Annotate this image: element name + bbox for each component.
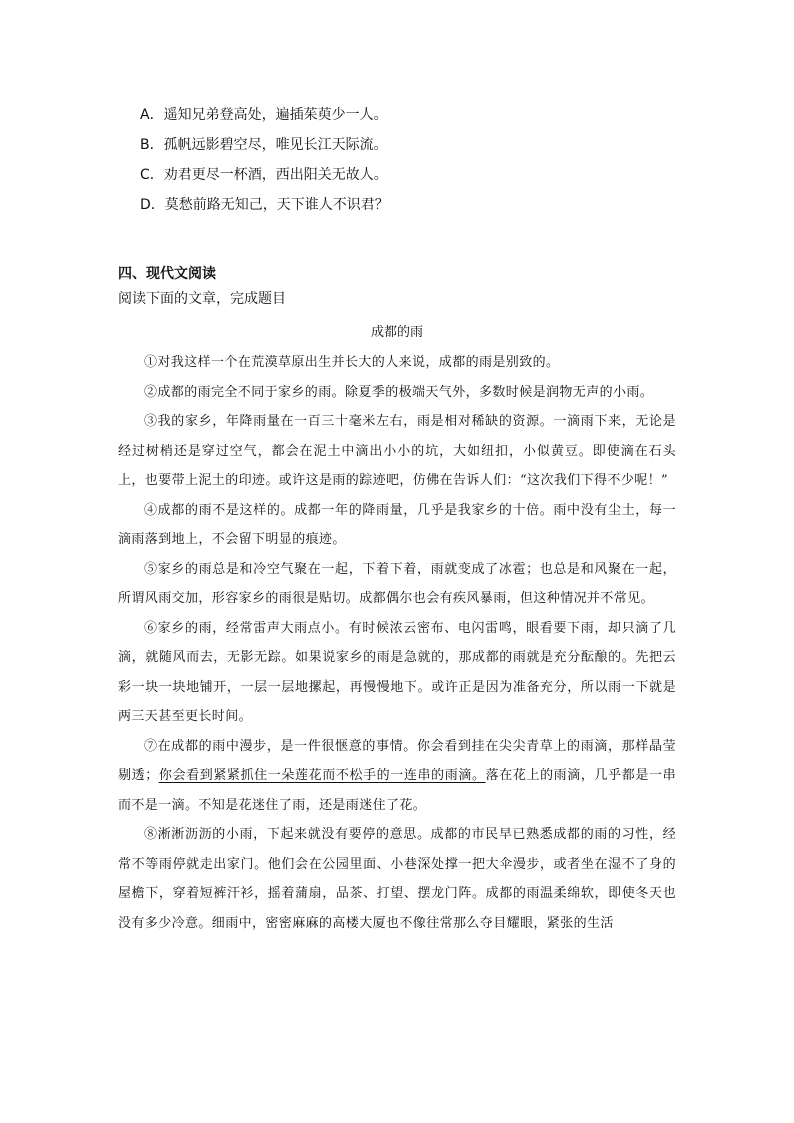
paragraph-1: ①对我这样一个在荒漠草原出生并长大的人来说，成都的雨是别致的。 [144, 355, 560, 370]
option-a: A．遥知兄弟登高处，遍插茱萸少一人。 [140, 107, 388, 123]
paragraph-2: ②成都的雨完全不同于家乡的雨。除夏季的极端天气外，多数时候是润物无声的小雨。 [144, 384, 654, 400]
answer-options [140, 100, 389, 220]
paragraph-5: ⑤家乡的雨总是和冷空气聚在一起，下着下着，雨就变成了冰雹；也总是和风聚在一起，所谓风雨交加，形容家乡的雨很是贴切。成都偶尔也会有疾风暴雨，但这种情况并不常见。 [118, 561, 676, 606]
paragraph-4: ④成都的雨不是这样的。成都一年的降雨量，几乎是我家乡的十倍。雨中没有尘土，每一滴雨落到地上，不会留下明显的痕迹。 [118, 502, 676, 547]
article-title: 成都的雨 [370, 325, 423, 340]
article-body [118, 348, 676, 938]
underlined-sentence: 你会看到紧紧抓住一朵莲花而不松手的一连串的雨滴。 [158, 768, 486, 783]
paragraph-3: ③我的家乡，年降雨量在一百三十毫米左右，雨是相对稀缺的资源。一滴雨下来，无论是经过树梢还是穿过空气，都会在泥土中滴出小小的坑，大如纽扣，小似黄豆。即使滴在石头上，也要带上泥土的印迹。或许这是雨的踪迹吧，仿佛在告诉人们：“这次我们下得不少呢！” [118, 414, 676, 488]
paragraph-7-start: ⑦在成都的雨中漫步，是一件很惬意的事情。你会看到挂在尖尖青草上的雨滴，那样晶莹剔透； [118, 738, 676, 783]
paragraph-7-end: 落在花上的雨滴，几乎都是一串而不是一滴。不知是花迷住了雨，还是雨迷住了花。 [118, 768, 676, 813]
reading-instruction: 阅读下面的文章，完成题目 [118, 291, 286, 307]
option-b: B．孤帆远影碧空尽，唯见长江天际流。 [140, 137, 388, 153]
paragraph-6: ⑥家乡的雨，经常雷声大雨点小。有时候浓云密布、电闪雷鸣，眼看要下雨，却只滴了几滴，就随风而去，无影无踪。如果说家乡的雨是急就的，那成都的雨就是充分酝酿的。先把云彩一块一块地铺开，一层一层地摞起，再慢慢地下。或许正是因为准备充分，所以雨一下就是两三天甚至更长时间。 [118, 620, 676, 724]
section-heading: 四、现代文阅读 [118, 266, 216, 282]
option-d: D．莫愁前路无知己，天下谁人不识君？ [140, 197, 389, 213]
paragraph-8: ⑧淅淅沥沥的小雨，下起来就没有要停的意思。成都的市民早已熟悉成都的雨的习性，经常不等雨停就走出家门。他们会在公园里面、小巷深处撑一把大伞漫步，或者坐在湿不了身的屋檐下，穿着短裤汗衫，摇着蒲扇，品茶、打望、摆龙门阵。成都的雨温柔绵软，即使冬天也没有多少冷意。细雨中，密密麻麻的高楼大厦也不像往常那么夺目耀眼，紧张的生活 [118, 827, 676, 931]
option-c: C．劝君更尽一杯酒，西出阳关无故人。 [140, 167, 388, 183]
paragraph-7 [118, 732, 676, 821]
